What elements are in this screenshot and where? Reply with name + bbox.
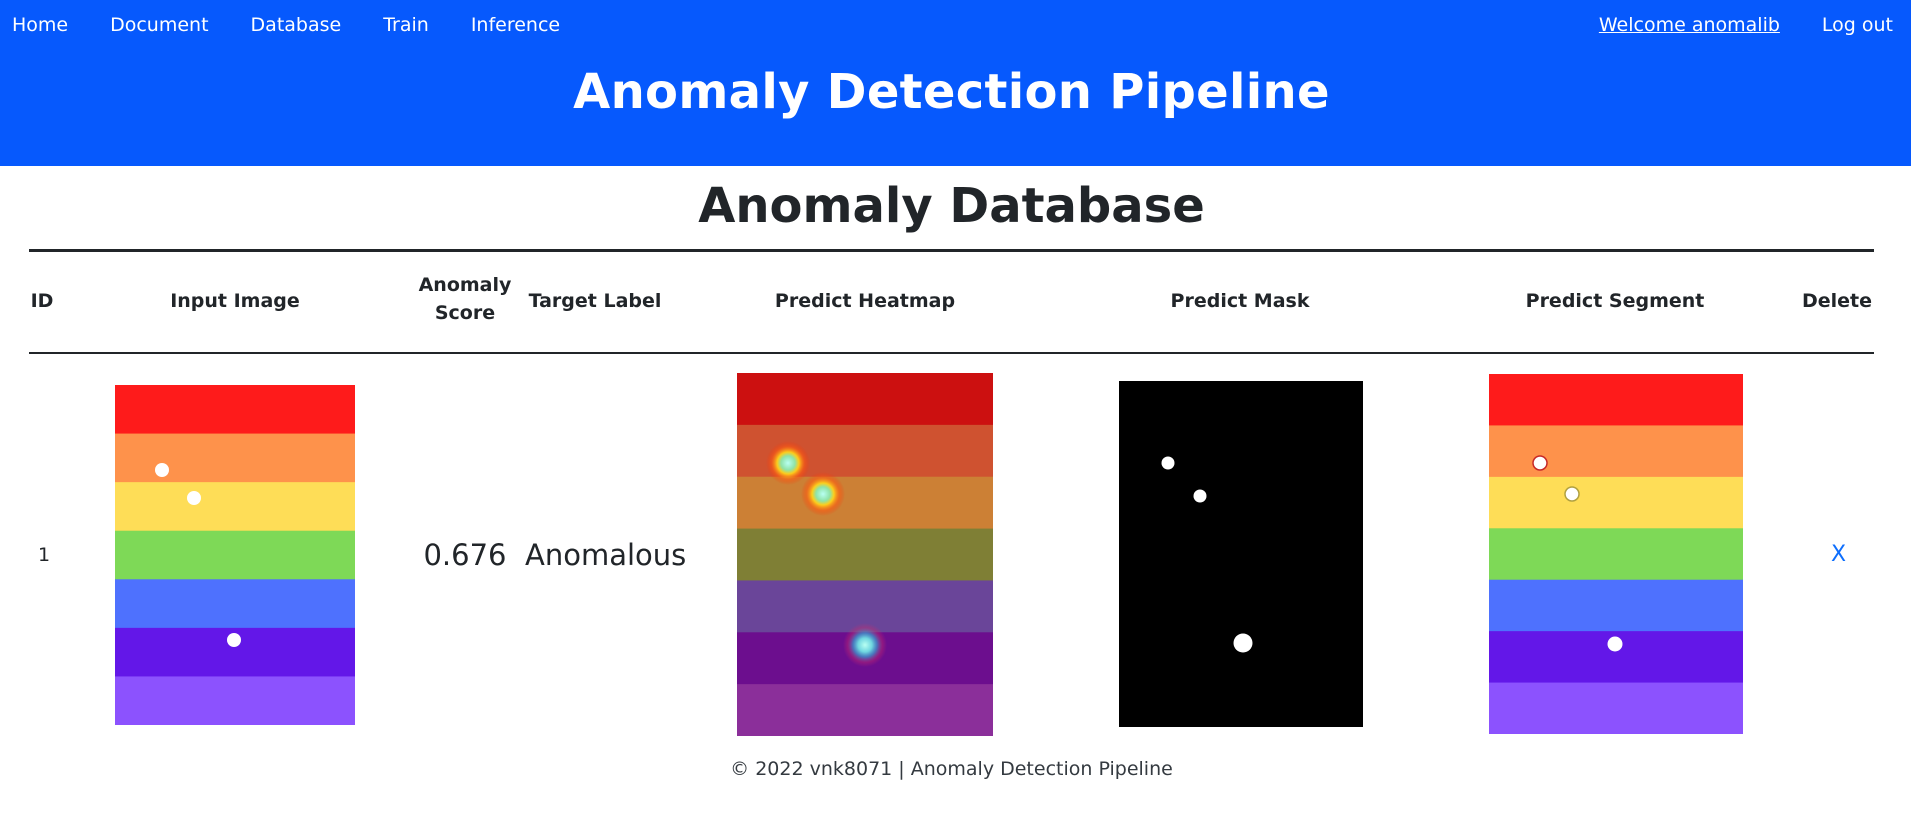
predict-segment-image xyxy=(1489,374,1743,734)
welcome-user-link[interactable]: Welcome anomalib xyxy=(1598,14,1780,36)
anomaly-score-value: 0.676 xyxy=(423,538,507,572)
predict-mask-image xyxy=(1119,381,1363,727)
image-stripe xyxy=(115,482,355,531)
image-stripe xyxy=(1489,580,1743,632)
delete-row-button[interactable]: X xyxy=(1831,542,1847,567)
nav-train-link[interactable]: Train xyxy=(383,14,429,36)
header-id: ID xyxy=(30,290,54,312)
image-stripe xyxy=(1489,425,1743,477)
app-title: Anomaly Detection Pipeline xyxy=(573,64,1330,120)
header-anomaly-score-line1: Anomaly xyxy=(418,274,512,296)
image-stripe xyxy=(115,434,355,483)
image-stripe xyxy=(737,684,993,736)
nav-home-link[interactable]: Home xyxy=(12,14,69,36)
header-predict-mask: Predict Mask xyxy=(1170,290,1310,312)
predict-heatmap-image xyxy=(737,373,993,736)
row-id: 1 xyxy=(38,544,51,566)
image-stripe xyxy=(1489,374,1743,426)
image-stripe xyxy=(737,477,993,529)
image-stripe xyxy=(1489,528,1743,580)
image-stripe xyxy=(115,676,355,725)
page-title: Anomaly Database xyxy=(698,178,1205,234)
main-nav xyxy=(0,14,590,36)
footer: © 2022 vnk8071 | Anomaly Detection Pipeline xyxy=(730,758,1173,780)
logout-link[interactable]: Log out xyxy=(1821,14,1893,36)
header-predict-segment: Predict Segment xyxy=(1525,290,1705,312)
image-stripe xyxy=(737,529,993,581)
nav-document-link[interactable]: Document xyxy=(110,14,209,36)
image-stripe xyxy=(737,373,993,425)
image-stripe xyxy=(115,385,355,434)
header-anomaly-score-line2: Score xyxy=(434,302,496,324)
top-header xyxy=(0,0,1911,166)
target-label-value: Anomalous xyxy=(525,538,687,572)
image-stripe xyxy=(1489,683,1743,734)
image-stripe xyxy=(115,579,355,628)
nav-database-link[interactable]: Database xyxy=(250,14,342,36)
header-target-label: Target Label xyxy=(528,290,662,312)
image-stripe xyxy=(1489,477,1743,529)
table-header-border xyxy=(29,352,1874,354)
table-top-border xyxy=(29,249,1874,252)
image-stripe xyxy=(115,531,355,580)
input-image xyxy=(115,385,355,725)
header-input-image: Input Image xyxy=(170,290,300,312)
header-predict-heatmap: Predict Heatmap xyxy=(774,290,956,312)
header-anomaly-score xyxy=(410,274,520,324)
header-delete: Delete xyxy=(1801,290,1873,312)
nav-inference-link[interactable]: Inference xyxy=(470,14,561,36)
user-nav xyxy=(1579,14,1911,36)
